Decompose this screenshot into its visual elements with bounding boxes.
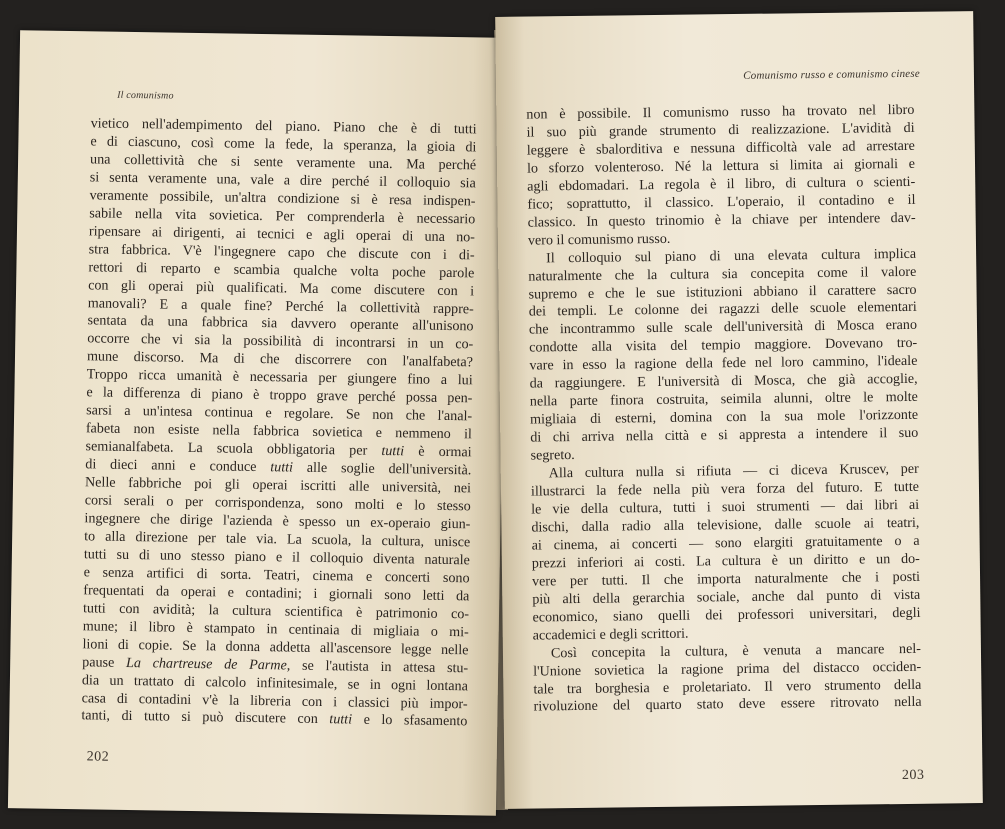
text-line: illustrarci la fede nella più vera forza del futuro. E tutte bbox=[530, 478, 920, 500]
text-line: tanti, di tutto si può discutere con tutti e lo sfasamento bbox=[81, 707, 468, 730]
text-line: Così concepita la cultura, è venuta a mancare nel- bbox=[550, 640, 922, 661]
text-line: segreto. bbox=[530, 447, 575, 464]
text-line: e la differenza di piano è troppo grave perché possa pen- bbox=[86, 384, 473, 407]
right-page-number: 203 bbox=[901, 767, 925, 784]
right-page-text bbox=[526, 102, 921, 717]
text-line: migliaia di esterni, domina con la sua mole l'orizzonte bbox=[530, 407, 919, 428]
text-line: da raggiungere. E l'università di Mosca, che già accoglie, bbox=[529, 371, 918, 392]
text-line: pause La chartreuse de Parme, se l'autista in attesa stu- bbox=[82, 653, 469, 676]
text-line: tutti con avidità; la cultura scientifica è patrimonio co- bbox=[82, 600, 470, 623]
text-line: leggere è sbalorditiva e nessuna difficoltà vale ad arrestare bbox=[526, 137, 915, 159]
text-line: sentata da una fabbrica sia davvero operante all'unisono bbox=[87, 312, 474, 335]
text-line: mune discorso. Ma di che discorrere con l'analfabeta? bbox=[86, 348, 474, 371]
text-line: rettori di reparto e scambia qualche volta poche parole bbox=[88, 258, 475, 282]
text-line: tutti su di uno stesso piano e il colloquio diventa naturale bbox=[83, 546, 470, 569]
text-line: ai cinema, ai concerti — sono elargiti gratuitamente o a bbox=[531, 532, 920, 554]
text-line: lioni di copie. Se la donna addetta all'ascensore legge nelle bbox=[82, 635, 469, 658]
text-line: con gli operai più qualificati. Ma come discutere con i bbox=[88, 276, 475, 299]
text-line: accademici e degli scrittori. bbox=[532, 625, 689, 644]
text-line: che incontrammo sulle scale dell'università di Mosca erano bbox=[528, 317, 918, 338]
text-line: to alla direzione per tale via. La scuola, la cultura, unisce bbox=[84, 528, 471, 551]
text-line: mune; il libro è stampato in centinaia di migliaia o mi- bbox=[82, 617, 469, 641]
text-line: dia un trattato di calcolo infinitesimale, se in ogni lontana bbox=[81, 671, 469, 694]
text-line: non è possibile. Il comunismo russo ha trovato nel libro bbox=[526, 101, 915, 123]
text-line: sarsi a un'intesa continua e regolare. Se non che l'anal- bbox=[86, 402, 473, 425]
left-page-text bbox=[81, 115, 477, 731]
text-line: dei templi. Le colonne dei ragazzi delle scuole elementari bbox=[528, 299, 917, 321]
text-line: le vie della cultura, tutti i suoi strumenti — dai libri ai bbox=[531, 496, 920, 518]
text-line: più alti della gerarchia sociale, anche dal punto di vista bbox=[532, 586, 921, 608]
text-line: veramente possibile, un'altra condizione si è resa indispen- bbox=[89, 187, 476, 210]
text-line: Alla cultura nulla si rifiuta — ci diceva Kruscev, per bbox=[548, 460, 919, 482]
right-running-head: Comunismo russo e comunismo cinese bbox=[743, 67, 920, 82]
right-page bbox=[495, 11, 983, 809]
text-line: e senza artifici di sorta. Teatri, cinema e concerti sono bbox=[83, 564, 470, 587]
text-line: vero il comunismo russo. bbox=[527, 230, 671, 249]
text-line: supremo e che le sue istituzioni abbiano il carattere sacro bbox=[528, 281, 917, 303]
text-line: l'Unione sovietica la ragione prima del distacco occiden- bbox=[533, 658, 922, 680]
text-line: fabeta non esiste nella fabbrica sovietica e nemmeno il bbox=[85, 420, 472, 443]
text-line: dischi, dalla radio alla televisione, dalle scuole ai teatri, bbox=[531, 514, 920, 536]
text-line: Il colloquio sul piano di una elevata cultura implica bbox=[546, 245, 917, 266]
text-line: Nelle fabbriche poi gli operai iscritti alle università, nei bbox=[84, 474, 472, 497]
text-line: e di ciascuno, così come la fede, la speranza, la gioia di bbox=[90, 133, 477, 156]
text-line: una collettività che si sente veramente una. Ma perché bbox=[89, 151, 477, 174]
text-line: ingegnere che dirige l'azienda è spesso un ex-operaio giun- bbox=[84, 510, 471, 533]
text-line: di dieci anni e conduce tutti alle soglie dell'università. bbox=[85, 456, 472, 479]
text-line: sabile nella vita sovietica. Per comprenderla è necessario bbox=[89, 205, 476, 228]
text-line: si senta veramente una, vale a dire perché il colloquio sia bbox=[89, 169, 476, 192]
left-page-number: 202 bbox=[86, 749, 110, 765]
text-line: ripensare ai dirigenti, ai tecnici e agli operai di una no- bbox=[88, 223, 476, 246]
text-line: naturalmente che la cultura sia concepita come il valore bbox=[528, 263, 917, 285]
left-page bbox=[8, 30, 508, 816]
text-line: vare in esso la ragione della fede nel loro cammino, l'ideale bbox=[529, 353, 918, 374]
text-line: manovali? E a quale fine? Perché la collettività rappre- bbox=[87, 294, 474, 317]
text-line: fico; soprattutto, il classico. L'operaio, il contadino e il bbox=[527, 191, 916, 213]
text-line: semianalfabeta. La scuola obbligatoria per tutti è ormai bbox=[85, 438, 472, 461]
text-line: stra fabbrica. V'è l'ingegnere capo che discute con i di- bbox=[88, 240, 475, 264]
text-line: tale tra borghesia e proletariato. Il vero strumento della bbox=[533, 676, 922, 698]
text-line: nella parte finora costruita, seimila alunni, oltre le molte bbox=[529, 389, 918, 410]
text-line: lo sforzo volenteroso. Né la lettura si limita ai giornali e bbox=[526, 155, 916, 177]
text-line: di chi arriva nella città e si appresta a intendere il suo bbox=[530, 424, 919, 446]
left-running-head: Il comunismo bbox=[117, 89, 174, 102]
text-line: rivoluzione del quarto stato deve essere ritrovato nella bbox=[533, 694, 922, 715]
text-line: agli ebdomadari. La regola è il libro, di cultura o scienti- bbox=[527, 173, 916, 195]
text-line: condotte alla visita del tempio maggiore. Dovevano tro- bbox=[529, 335, 918, 356]
text-line: vietico nell'adempimento del piano. Piano che è di tutti bbox=[90, 115, 477, 138]
text-line: vere per tutti. Il che importa naturalmente che i posti bbox=[531, 568, 921, 590]
text-line: prezzi inferiori ai costi. La cultura è un diritto e un do- bbox=[531, 550, 920, 572]
text-line: economico, siano quelli dei professori universitari, degli bbox=[532, 604, 921, 626]
text-line: corsi serali o per corrispondenza, sono molti e lo stesso bbox=[84, 492, 471, 515]
text-line: frequentati da operai e contadini; i giornali sono letti da bbox=[83, 582, 470, 605]
text-line: il suo più grande strumento di realizzazione. L'avidità di bbox=[526, 119, 915, 141]
text-line: Troppo ricca umanità è necessaria per giungere fino a lui bbox=[86, 366, 473, 389]
text-line: casa di contadini v'è la libreria con i classici più impor- bbox=[81, 689, 468, 712]
text-line: occorre che vi sia la possibilità di incontrarsi in un co- bbox=[87, 330, 474, 353]
text-line: classico. In questo trinomio è la chiave per intendere dav- bbox=[527, 209, 916, 231]
